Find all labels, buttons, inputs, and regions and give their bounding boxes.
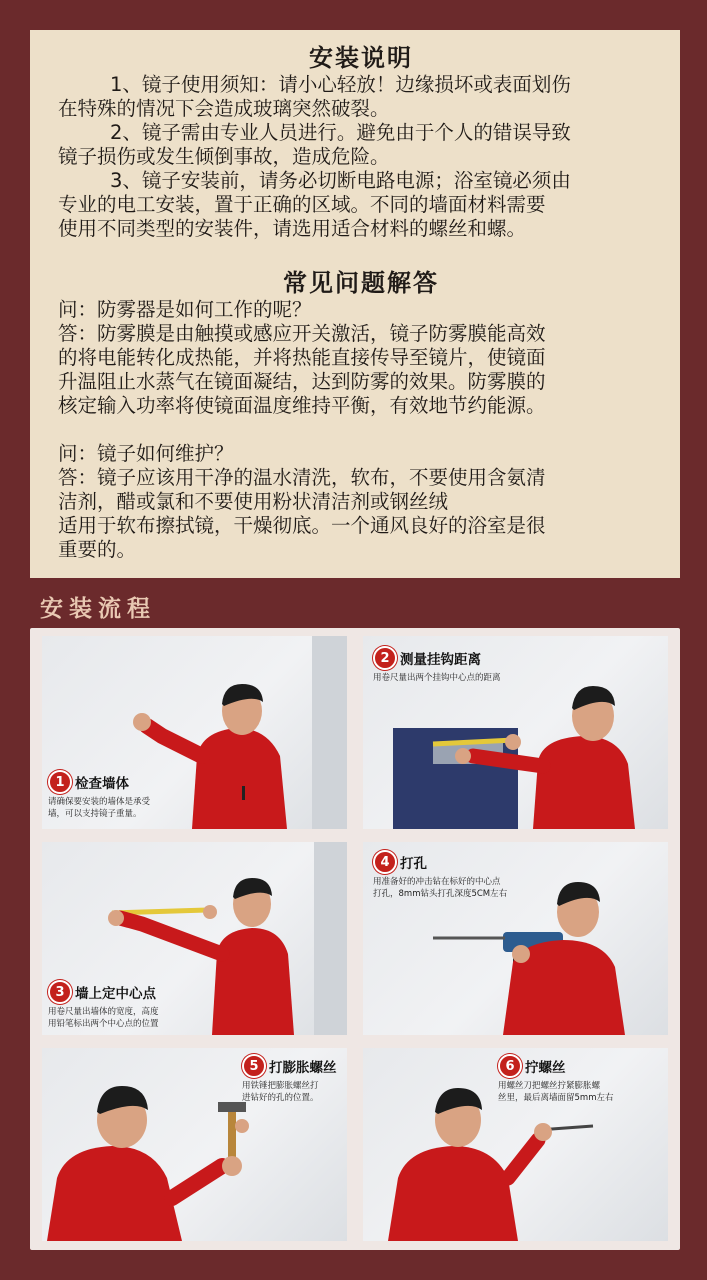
faq-answer-1-line-1: 答：防雾膜是由触摸或感应开关激活，镜子防雾膜能高效 [58,322,546,345]
step-3-desc-line-2: 用铅笔标出两个中心点的位置 [48,1019,159,1029]
step-3-badge: 3 [48,980,72,1004]
faq-answer-2-line-3: 适用于软布擦拭镜，干燥彻底。一个通风良好的浴室是很 [58,514,546,537]
step-4-title: 打孔 [400,856,427,872]
step-5-title: 打膨胀螺丝 [269,1060,337,1076]
step-1-title: 检查墙体 [75,776,129,792]
step-5-badge: 5 [242,1054,266,1078]
step-4-caption [373,850,507,900]
step-1-photo [42,636,347,829]
step-1-desc-line-2: 墙，可以支持镜子重量。 [48,809,142,819]
install-item-2-line-2: 镜子损伤或发生倾倒事故，造成危险。 [58,145,390,168]
step-6-photo [363,1048,668,1241]
step-2-desc-line-1: 用卷尺量出两个挂钩中心点的距离 [373,673,501,683]
step-6-desc-line-2: 丝里，最后离墙面留5mm左右 [498,1093,614,1103]
step-4-photo [363,842,668,1035]
install-item-2-line-1: 2、镜子需由专业人员进行。避免由于个人的错误导致 [110,121,571,144]
install-item-3-line-1: 3、镜子安装前，请务必切断电路电源；浴室镜必须由 [110,169,571,192]
step-6-title: 拧螺丝 [525,1060,566,1076]
step-5-desc-line-2: 进钻好的孔的位置。 [242,1093,319,1103]
faq-answer-1-line-2: 的将电能转化成热能，并将热能直接传导至镜片，使镜面 [58,346,546,369]
step-6-desc-line-1: 用螺丝刀把螺丝拧紧膨胀螺 [498,1081,601,1091]
install-item-3-line-3: 使用不同类型的安装件，请选用适合材料的螺丝和螺。 [58,217,527,240]
faq-spacer [58,418,664,442]
step-3-desc-line-1: 用卷尺量出墙体的宽度，高度 [48,1007,159,1017]
faq-answer-1-line-4: 核定输入功率将使镜面温度维持平衡，有效地节约能源。 [58,394,546,417]
faq-answer-2-line-1: 答：镜子应该用干净的温水清洗，软布，不要使用含氨清 [58,466,546,489]
step-1-desc-line-1: 请确保要安装的墙体是承受 [48,797,151,807]
step-4-desc-line-1: 用准备好的冲击钻在标好的中心点 [373,877,501,887]
step-5-photo [42,1048,347,1241]
step-2-title: 测量挂钩距离 [400,652,481,668]
faq-question-1: 问：防雾器是如何工作的呢？ [58,298,312,321]
step-2-badge: 2 [373,646,397,670]
step-2-caption [373,646,501,684]
faq-title: 常见问题解答 [283,269,439,297]
step-6-caption [498,1054,613,1104]
step-5-caption [242,1054,337,1104]
step-6-badge: 6 [498,1054,522,1078]
step-3-caption [48,980,159,1030]
faq-answer-2-line-2: 洁剂，醋或氯和不要使用粉状清洁剂或钢丝绒 [58,490,449,513]
step-3-title: 墙上定中心点 [75,986,156,1002]
faq-question-2: 问：镜子如何维护？ [58,442,234,465]
install-title: 安装说明 [309,44,413,72]
process-section-title: 安装流程 [40,596,156,622]
install-item-1-line-1: 1、镜子使用须知：请小心轻放！边缘损坏或表面划伤 [110,73,571,96]
install-item-1-line-2: 在特殊的情况下会造成玻璃突然破裂。 [58,97,390,120]
step-4-desc-line-2: 打孔，8mm钻头打孔深度5CM左右 [373,889,508,899]
step-4-badge: 4 [373,850,397,874]
step-1-badge: 1 [48,770,72,794]
faq-answer-2-line-4: 重要的。 [58,538,137,561]
step-2-photo [363,636,668,829]
faq-answer-1-line-3: 升温阻止水蒸气在镜面凝结，达到防雾的效果。防雾膜的 [58,370,546,393]
step-5-desc-line-1: 用铁锤把膨胀螺丝打 [242,1081,319,1091]
installation-notice-panel [30,30,680,578]
step-1-caption [48,770,150,820]
installation-steps-panel [30,628,680,1250]
install-item-3-line-2: 专业的电工安装，置于正确的区域。不同的墙面材料需要 [58,193,546,216]
step-3-photo [42,842,347,1035]
